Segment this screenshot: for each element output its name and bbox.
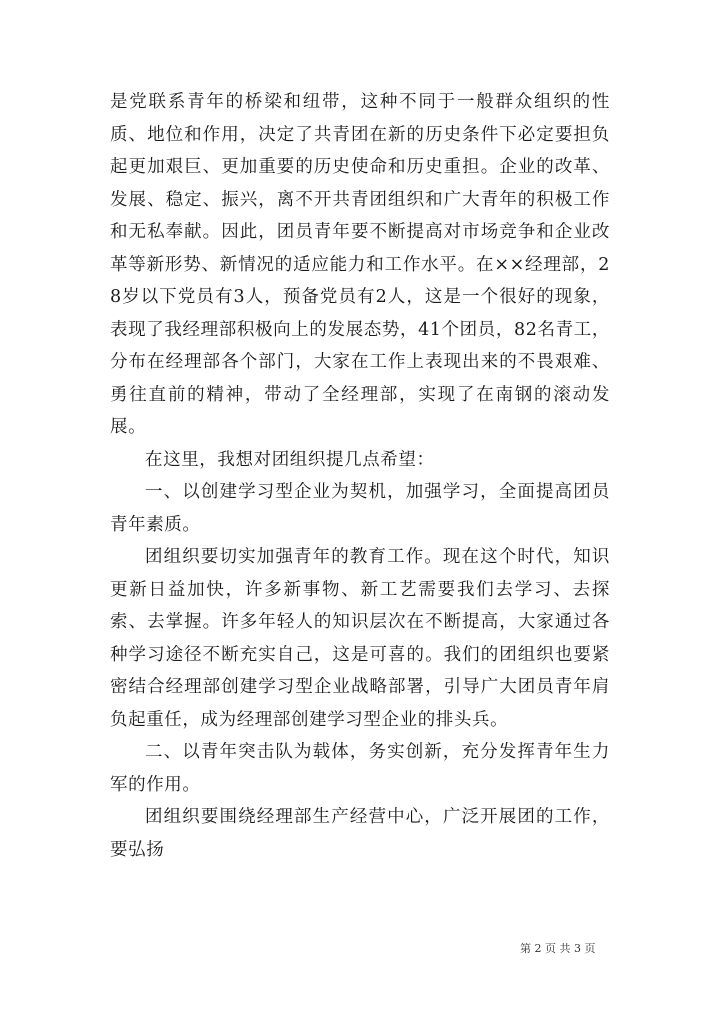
section-heading: 二、以青年突击队为载体，务实创新，充分发挥青年生力军的作用。 [110, 742, 610, 795]
section-heading: 一、以创建学习型企业为契机，加强学习，全面提高团员青年素质。 [110, 482, 610, 535]
paragraph: 团组织要切实加强青年的教育工作。现在这个时代，知识更新日益加快，许多新事物、新工艺需要我们去学习、去探索、去掌握。许多年轻人的知识层次在不断提高，大家通过各种学习途径不断充实自己，这是可喜的。我们的团组织也要紧密结合经理部创建学习型企业战略部署，引导广大团员青年肩负起重任，成为经理部创建学习型企业的排头兵。 [110, 547, 610, 730]
paragraph: 在这里，我想对团组织提几点希望： [145, 449, 435, 470]
paragraph: 是党联系青年的桥梁和纽带，这种不同于一般群众组织的性质、地位和作用，决定了共青团在新的历史条件下必定要担负起更加艰巨、更加重要的历史使命和历史重担。企业的改革、发展、稳定、振兴，离不开共青团组织和广大青年的积极工作和无私奉献。因此，团员青年要不断提高对市场竞争和企业改革等新形势、新情况的适应能力和工作水平。在××经理部，28岁以下党员有3人，预备党员有2人，这是一个很好的现象，表现了我经理部积极向上的发展态势，41个团员，82名青工，分布在经理部各个部门，大家在工作上表现出来的不畏艰难、勇往直前的精神，带动了全经理部，实现了在南钢的滚动发展。 [110, 92, 610, 437]
page-number-footer: 第 2 页 共 3 页 [520, 942, 596, 955]
document-body [110, 86, 610, 866]
paragraph: 团组织要围绕经理部生产经营中心，广泛开展团的工作，要弘扬 [110, 807, 610, 860]
